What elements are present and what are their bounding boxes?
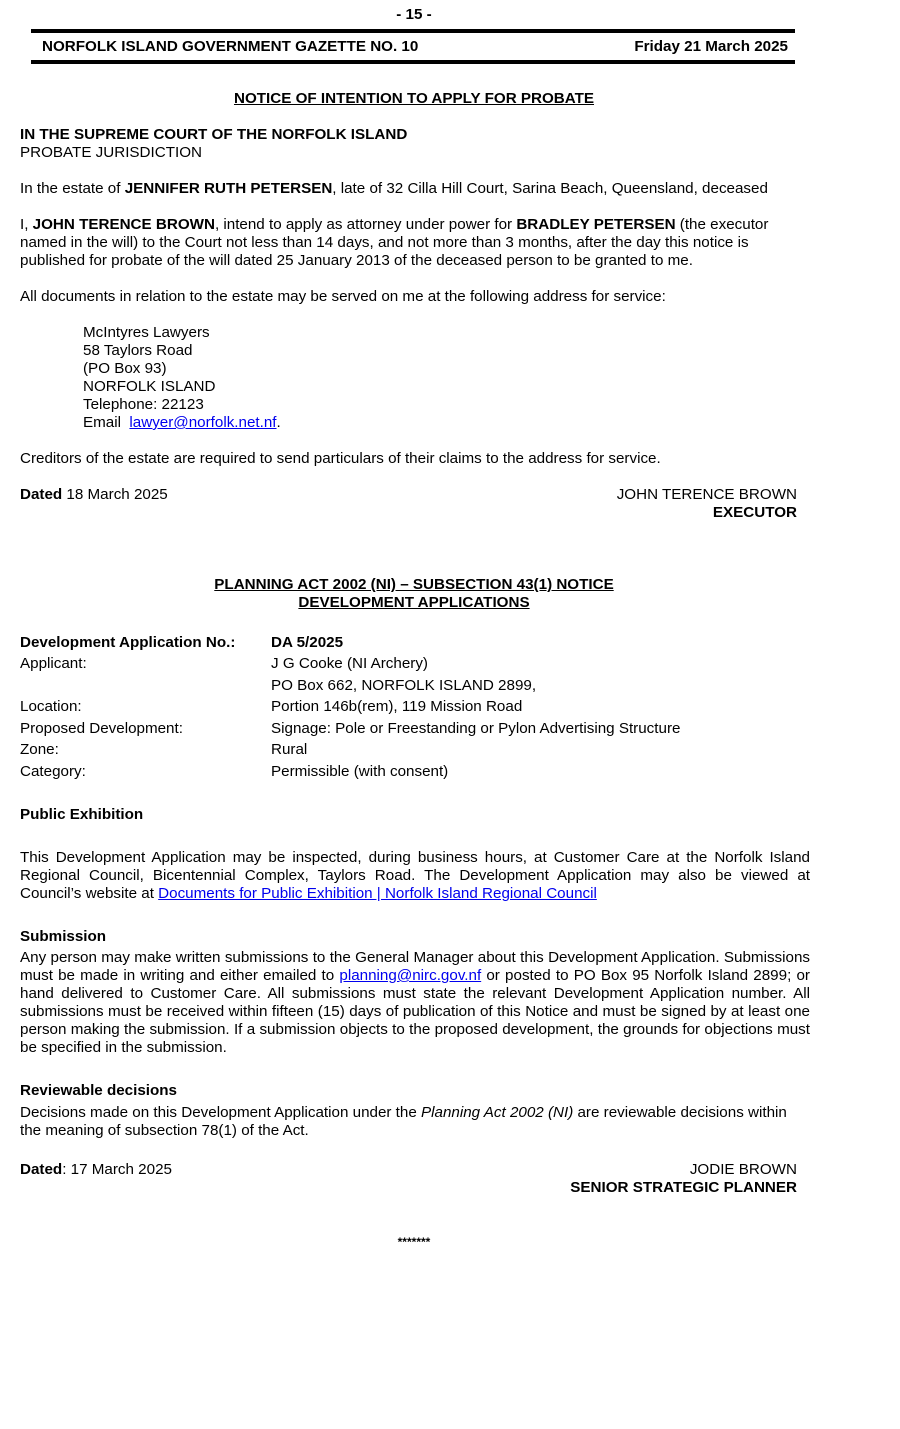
- page-number: - 15 -: [396, 6, 432, 23]
- da-number-value: DA 5/2025: [271, 634, 344, 651]
- executor-name: BRADLEY PETERSEN: [516, 216, 676, 233]
- email-end: .: [276, 414, 281, 431]
- gazette-date: Friday 21 March 2025: [634, 38, 788, 55]
- reviewable-paragraph: [20, 1104, 810, 1140]
- probate-signatory-name: JOHN TERENCE BROWN: [616, 486, 797, 503]
- public-exhibition-heading: Public Exhibition: [20, 806, 144, 823]
- end-separator: *******: [397, 1235, 431, 1249]
- submission-text-start: Any person may make written submissions to the General Manager about this Development Application. Submissions must be made in writing and either emailed to: [20, 949, 810, 984]
- zone-value: Rural: [271, 741, 308, 758]
- documents-text: All documents in relation to the estate may be served on me at the following address for service:: [20, 288, 666, 305]
- address-street: 58 Taylors Road: [83, 342, 193, 359]
- dated-label: Dated: [20, 486, 63, 503]
- creditors-text: Creditors of the estate are required to send particulars of their claims to the address for service.: [20, 450, 661, 467]
- location-label: Location:: [20, 698, 82, 715]
- jurisdiction: PROBATE JURISDICTION: [20, 144, 202, 161]
- address-email-line: [83, 414, 281, 432]
- intent-prefix: I,: [20, 216, 33, 233]
- reviewable-text-end: are reviewable decisions within the meaning of subsection 78(1) of the Act.: [20, 1104, 787, 1139]
- estate-prefix: In the estate of: [20, 180, 125, 197]
- exhibition-paragraph: [20, 849, 810, 903]
- location-value: Portion 146b(rem), 119 Mission Road: [271, 698, 523, 715]
- lawyer-email-link[interactable]: lawyer@norfolk.net.nf: [129, 414, 277, 431]
- probate-signatory-role: EXECUTOR: [712, 504, 797, 521]
- address-island: NORFOLK ISLAND: [83, 378, 216, 395]
- planning-title-line1: PLANNING ACT 2002 (NI) – SUBSECTION 43(1) NOTICE: [214, 576, 614, 593]
- public-exhibition-link[interactable]: Documents for Public Exhibition | Norfolk Island Regional Council: [158, 885, 597, 902]
- intent-mid: , intend to apply as attorney under power for: [214, 216, 517, 233]
- probate-title: NOTICE OF INTENTION TO APPLY FOR PROBATE: [233, 90, 595, 107]
- gazette-header: [42, 38, 788, 56]
- intent-paragraph: [20, 216, 810, 270]
- proposed-development-value: Signage: Pole or Freestanding or Pylon Advertising Structure: [271, 720, 681, 737]
- planning-signatory-name: JODIE BROWN: [689, 1161, 797, 1178]
- applicant-label: Applicant:: [20, 655, 87, 672]
- reviewable-text-start: Decisions made on this Development Application under the: [20, 1104, 422, 1121]
- da-number-label: Development Application No.:: [20, 634, 236, 651]
- category-value: Permissible (with consent): [271, 763, 449, 780]
- intent-suffix: (the executor named in the will) to the Court not less than 14 days, and not more than 3 months, after the day this notice is published for probate of the will dated 25 January 2013 of the deceased person to be granted to me.: [20, 216, 769, 269]
- address-telephone: Telephone: 22123: [83, 396, 204, 413]
- planning-dated-value: : 17 March 2025: [62, 1161, 172, 1178]
- applicant-value: J G Cooke (NI Archery): [271, 655, 428, 672]
- address-po-box: (PO Box 93): [83, 360, 167, 377]
- planning-dated-label: Dated: [20, 1161, 63, 1178]
- planning-signatory-role: SENIOR STRATEGIC PLANNER: [570, 1179, 797, 1196]
- address-firm: McIntyres Lawyers: [83, 324, 210, 341]
- applicant-address-value: PO Box 662, NORFOLK ISLAND 2899,: [271, 677, 537, 694]
- zone-label: Zone:: [20, 741, 59, 758]
- court-name: IN THE SUPREME COURT OF THE NORFOLK ISLAND: [20, 126, 408, 143]
- proposed-development-label: Proposed Development:: [20, 720, 183, 737]
- submission-heading: Submission: [20, 928, 107, 945]
- submission-paragraph: [20, 949, 810, 1057]
- reviewable-heading: Reviewable decisions: [20, 1082, 178, 1099]
- planning-title-line2: DEVELOPMENT APPLICATIONS: [298, 594, 530, 611]
- exhibition-text: This Development Application may be inspected, during business hours, at Customer Care at the Norfolk Island Regional Council, Bicentennial Complex, Taylors Road. The Development Application may also be viewed at Council’s website at: [20, 849, 810, 902]
- submission-text-end: or posted to PO Box 95 Norfolk Island 2899; or hand delivered to Customer Care. All submissions must state the relevant Development Application number. All submissions must be received within fifteen (15) days of publication of this Notice and must be signed by at least one person making the submission. If a submission objects to the proposed development, the grounds for objections must be specified in the submission.: [20, 967, 810, 1056]
- planning-act-name: Planning Act 2002 (NI): [421, 1104, 574, 1121]
- estate-suffix: , late of 32 Cilla Hill Court, Sarina Beach, Queensland, deceased: [332, 180, 768, 197]
- category-label: Category:: [20, 763, 86, 780]
- applicant-name: JOHN TERENCE BROWN: [32, 216, 215, 233]
- header-rule-top: [31, 29, 795, 33]
- dated-value: 18 March 2025: [62, 486, 168, 503]
- email-label: Email: [83, 414, 130, 431]
- estate-line: [20, 180, 810, 198]
- header-rule-bottom: [31, 60, 795, 64]
- planning-email-link[interactable]: planning@nirc.gov.nf: [339, 967, 482, 984]
- gazette-title: NORFOLK ISLAND GOVERNMENT GAZETTE NO. 10: [42, 38, 419, 55]
- deceased-name: JENNIFER RUTH PETERSEN: [124, 180, 333, 197]
